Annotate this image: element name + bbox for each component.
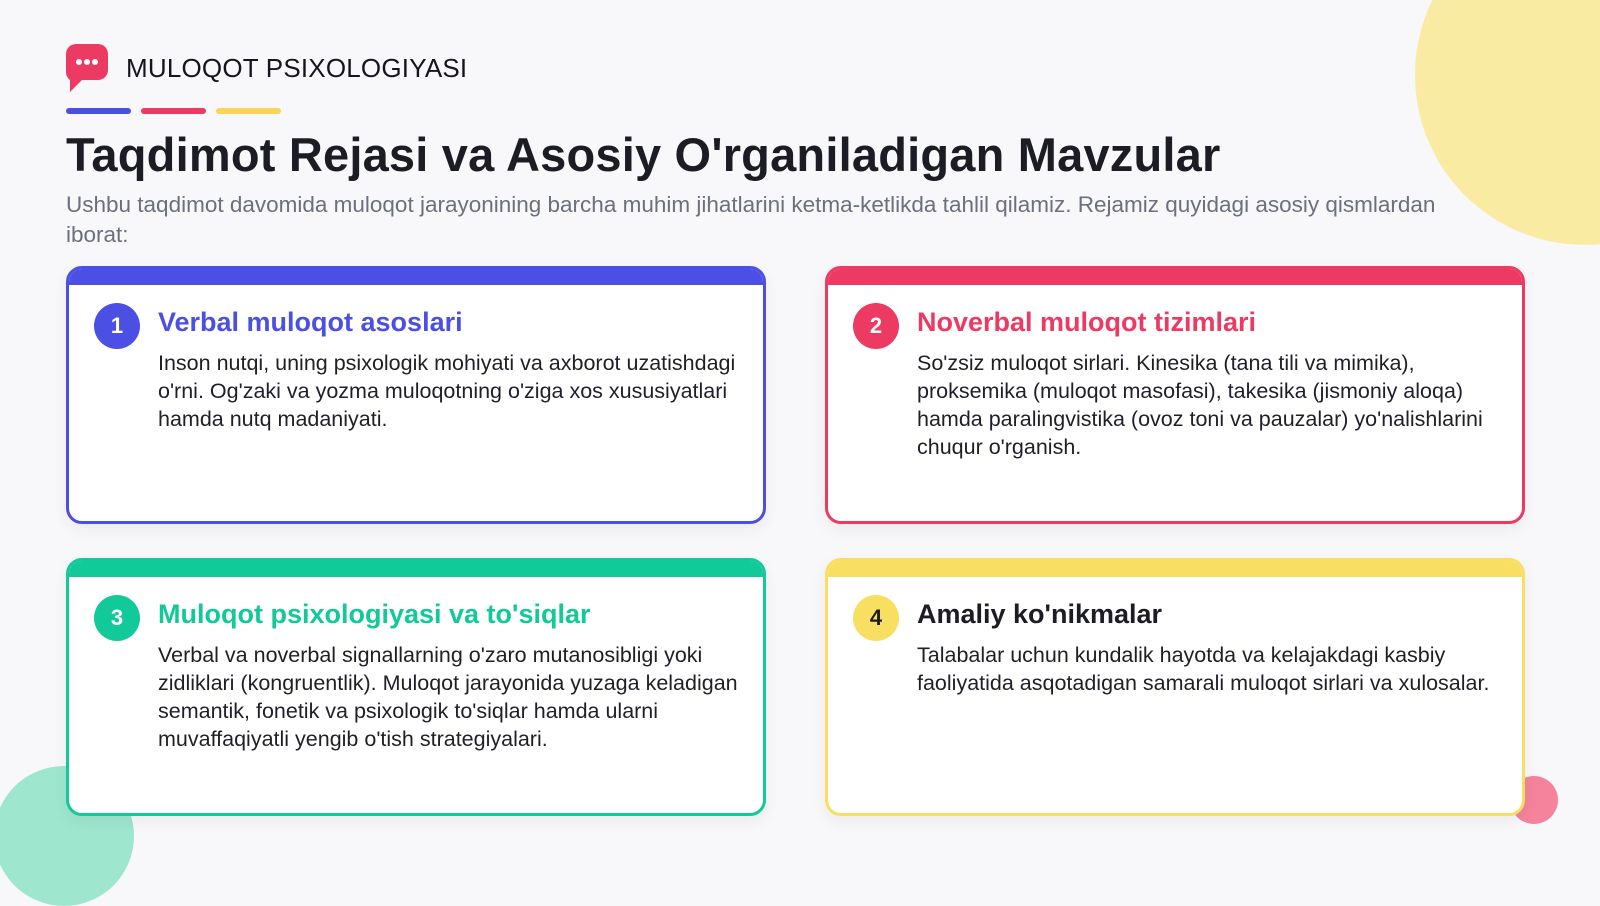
brand-label: MULOQOT PSIXOLOGIYASI (126, 52, 468, 83)
card-top-strip (828, 269, 1522, 285)
card-top-strip (69, 561, 763, 577)
number-badge: 1 (94, 303, 140, 349)
chat-bubble-icon (66, 42, 108, 94)
topic-card-nonverbal (825, 266, 1525, 524)
accent-bar-pink (141, 108, 206, 114)
number-badge: 4 (853, 595, 899, 641)
accent-bars (66, 108, 281, 114)
card-description: Talabalar uchun kundalik hayotda va kelajakdagi kasbiy faoliyatida asqotadigan samarali muloqot sirlari va xulosalar. (917, 643, 1490, 695)
accent-bar-yellow (216, 108, 281, 114)
topic-card-verbal (66, 266, 766, 524)
brand-header (66, 42, 467, 94)
slide-title: Taqdimot Rejasi va Asosiy O'rganiladigan Mavzular (66, 128, 1221, 181)
number-badge: 3 (94, 595, 140, 641)
card-title: Noverbal muloqot tizimlari (917, 307, 1257, 337)
topic-card-barriers (66, 558, 766, 816)
card-top-strip (69, 269, 763, 285)
topic-card-skills (825, 558, 1525, 816)
card-description: So'zsiz muloqot sirlari. Kinesika (tana tili va mimika), proksemika (muloqot masofasi), takesika (jismoniy aloqa) hamda paralingvistika (ovoz toni va pauzalar) yo'nalishlarini chuqur o'rganish. (917, 351, 1483, 459)
card-title: Verbal muloqot asoslari (158, 307, 463, 337)
slide-subtitle: Ushbu taqdimot davomida muloqot jarayonining barcha muhim jihatlarini ketma-ketlikda tahlil qilamiz. Rejamiz quyidagi asosiy qismlardan iborat: (66, 192, 1436, 247)
card-top-strip (828, 561, 1522, 577)
accent-bar-blue (66, 108, 131, 114)
card-description: Inson nutqi, uning psixologik mohiyati va axborot uzatishdagi o'rni. Og'zaki va yozma muloqotning o'ziga xos xususiyatlari hamda nutq madaniyati. (158, 351, 736, 431)
card-description: Verbal va noverbal signallarning o'zaro mutanosibligi yoki zidliklari (kongruentlik). Muloqot jarayonida yuzaga keladigan semantik, fonetik va psixologik to'siqlar hamda ularni muvaffaqiyatli yengib o'tish strategiyalari. (158, 643, 738, 751)
number-badge: 2 (853, 303, 899, 349)
card-title: Amaliy ko'nikmalar (917, 599, 1163, 629)
card-title: Muloqot psixologiyasi va to'siqlar (158, 599, 591, 629)
